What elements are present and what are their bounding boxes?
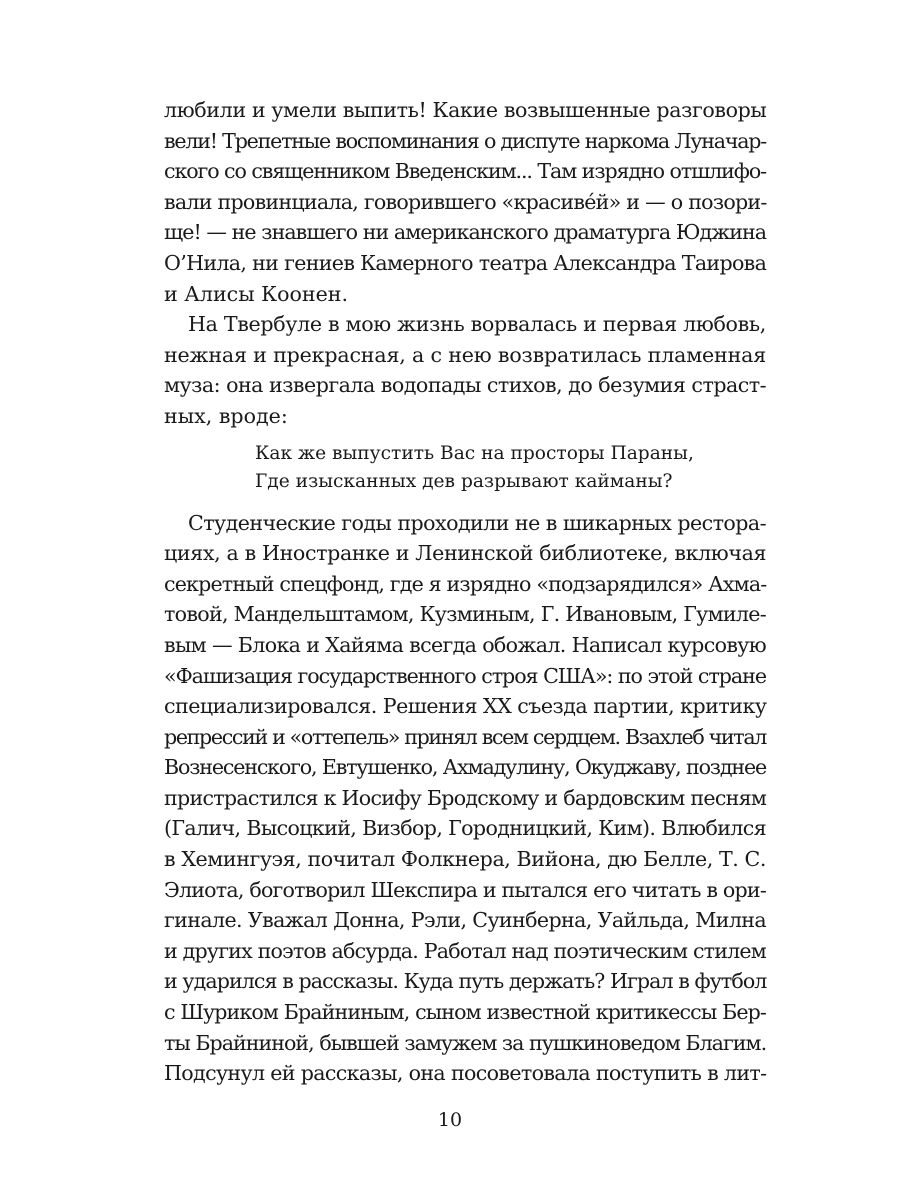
text-line: Элиота, боготворил Шекспира и пытался его читать в ори-: [164, 877, 766, 902]
poem-line: Где изысканных дев разрывают кайманы?: [255, 470, 673, 492]
text-line: Студенческие годы проходили не в шикарных рестора-: [188, 510, 766, 535]
text-line: репрессий и «оттепель» принял всем сердцем. Взахлеб читал: [164, 724, 766, 749]
text-line: муза: она извергала водопады стихов, до безумия страст-: [164, 373, 767, 398]
poem-quote: [164, 440, 766, 496]
text-line: секретный спецфонд, где я изрядно «подзарядился» Ахма-: [164, 571, 767, 596]
text-line: ты Брайниной, бывшей замужем за пушкиноведом Благим.: [164, 1030, 767, 1055]
text-line: любили и умели выпить! Какие возвышенные разговоры: [164, 98, 767, 122]
text-line: вым — Блока и Хайяма всегда обожал. Написал курсовую: [164, 632, 766, 657]
text-line: циях, а в Иностранке и Ленинской библиотеке, включая: [164, 541, 767, 566]
text-line: Подсунул ей рассказы, она посоветовала поступить в лит-: [164, 1061, 767, 1086]
text-line: ных, вроде:: [164, 403, 288, 428]
text-line: Вознесенского, Евтушенко, Ахмадулину, Окуджаву, позднее: [164, 755, 766, 780]
text-line: О’Нила, ни гениев Камерного театра Александра Таирова: [164, 250, 767, 275]
text-line: и других поэтов абсурда. Работал над поэтическим стилем: [164, 938, 766, 963]
text-line: «Фашизация государственного строя США»: по этой стране: [164, 663, 766, 688]
text-line: гинале. Уважал Донна, Рэли, Суинберна, Уайльда, Милна: [164, 908, 767, 933]
text-line: пристрастился к Иосифу Бродскому и бардовским песням: [164, 785, 767, 810]
text-line: вели! Трепетные воспоминания о диспуте наркома Луначар-: [164, 128, 766, 153]
text-line: ще! — не знавшего ни американского драматурга Юджина: [164, 220, 767, 245]
page-number: 10: [437, 1109, 463, 1131]
text-line: ского со священником Введенским... Там изрядно отшлифо-: [164, 159, 766, 184]
paragraph-3: [164, 508, 766, 1089]
text-line: специализировался. Решения XX съезда партии, критику: [164, 694, 767, 719]
body-text: [164, 95, 766, 1089]
text-line: вали провинциала, говорившего «красиве́й» и — о позори-: [164, 189, 767, 214]
text-line: (Галич, Высоцкий, Визбор, Городницкий, Ким). Влюбился: [164, 816, 766, 841]
text-line: и Алисы Коонен.: [164, 281, 349, 306]
text-line: нежная и прекрасная, а с нею возвратилась пламенная: [164, 342, 767, 367]
text-line: с Шуриком Брайниным, сыном известной критикессы Бер-: [164, 1000, 766, 1025]
text-line: и ударился в рассказы. Куда путь держать? Играл в футбол: [164, 969, 767, 994]
text-line: в Хемингуэя, почитал Фолкнера, Вийона, дю Белле, Т. С.: [164, 847, 766, 872]
poem-line: Как же выпустить Вас на просторы Параны,: [255, 442, 694, 464]
paragraph-2: [164, 309, 766, 431]
text-line: На Твербуле в мою жизнь ворвалась и первая любовь,: [188, 312, 766, 337]
paragraph-1: [164, 95, 766, 309]
text-line: товой, Мандельштамом, Кузминым, Г. Ивановым, Гумиле-: [164, 602, 766, 627]
